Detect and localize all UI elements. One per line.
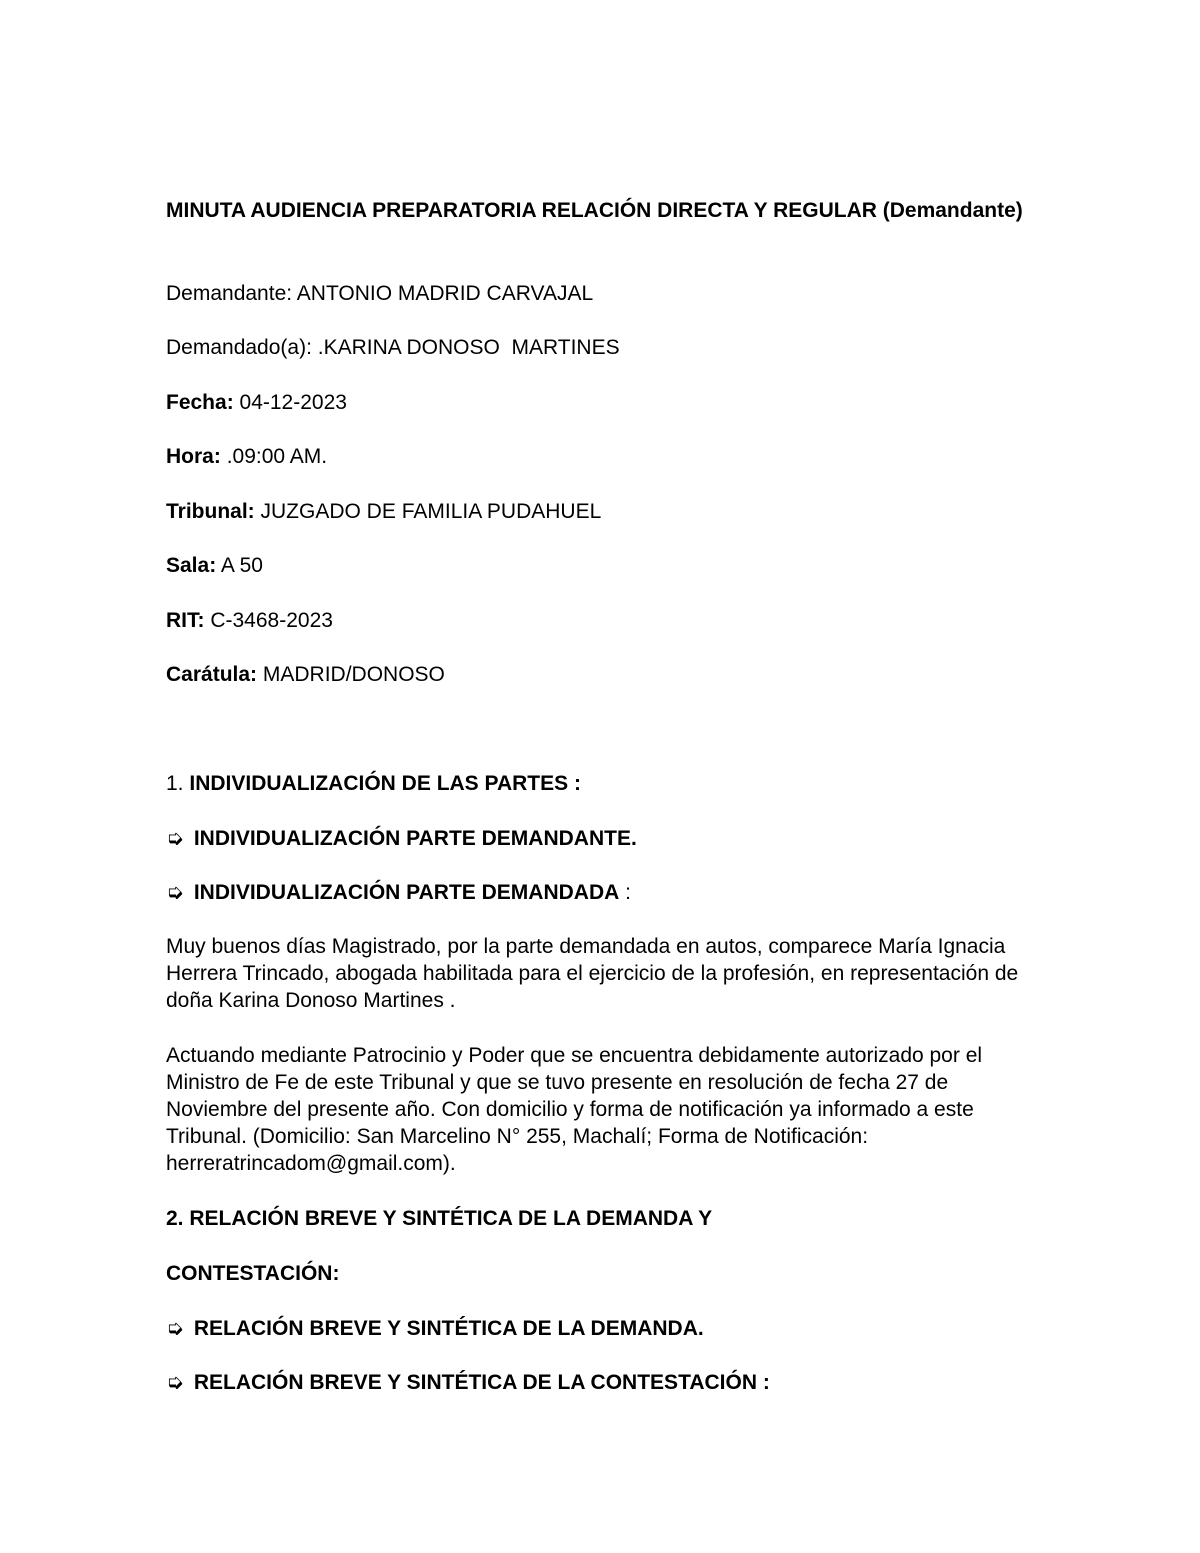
bullet-text: INDIVIDUALIZACIÓN PARTE DEMANDANTE. — [193, 827, 637, 850]
field-label: RIT: — [166, 609, 205, 632]
arrow-bullet-icon: ➭ — [166, 881, 184, 904]
field-value: A 50 — [220, 554, 263, 577]
field-label: Sala: — [166, 554, 217, 577]
bullet-text: RELACIÓN BREVE Y SINTÉTICA DE LA CONTESTACIÓN : — [193, 1371, 770, 1394]
field-value: MADRID/DONOSO — [262, 663, 445, 686]
section-number: 1. — [166, 772, 190, 795]
section-2-heading-cont: CONTESTACIÓN: — [166, 1262, 340, 1285]
section-2-heading: 2. RELACIÓN BREVE Y SINTÉTICA DE LA DEMANDA Y — [166, 1207, 713, 1230]
bullet-demandada: ➭ INDIVIDUALIZACIÓN PARTE DEMANDADA : — [166, 881, 631, 904]
arrow-bullet-icon: ➭ — [166, 1317, 184, 1340]
field-demandado: Demandado(a): .KARINA DONOSO MARTINES — [166, 336, 620, 359]
field-demandante: Demandante: ANTONIO MADRID CARVAJAL — [166, 282, 594, 305]
field-rit — [166, 607, 333, 634]
field-value: .09:00 AM. — [226, 445, 328, 468]
field-value: C-3468-2023 — [210, 609, 333, 632]
document-title: MINUTA AUDIENCIA PREPARATORIA RELACIÓN DIRECTA Y REGULAR (Demandante) — [166, 199, 1023, 222]
field-caratula — [166, 661, 445, 688]
field-label: Fecha: — [166, 391, 234, 414]
arrow-bullet-icon: ➭ — [166, 1371, 184, 1394]
field-label: Demandado(a) — [166, 336, 307, 359]
field-label: Tribunal: — [166, 500, 255, 523]
field-sala — [166, 552, 263, 579]
section-heading-text: INDIVIDUALIZACIÓN DE LAS PARTES : — [189, 772, 581, 795]
bullet-demanda — [166, 1315, 704, 1342]
field-value: ANTONIO MADRID CARVAJAL — [296, 282, 594, 305]
field-label: Hora: — [166, 445, 221, 468]
bullet-text: INDIVIDUALIZACIÓN PARTE DEMANDADA — [193, 881, 620, 904]
field-value: .KARINA DONOSO MARTINES — [317, 336, 620, 359]
field-tribunal — [166, 498, 601, 525]
field-hora — [166, 443, 327, 470]
paragraph-patrocinio: Actuando mediante Patrocinio y Poder que se encuentra debidamente autorizado por el Ministro de Fe de este Tribunal y que se tuvo presente en resolución de fecha 27 de Noviembre del presente año. Con domicilio y forma de notificación ya informado a este Tribunal. (Domicilio: San Marcelino N° 255, Machalí; Forma de Notificación: herreratrincadom@gmail.com). — [166, 1044, 983, 1175]
paragraph-comparecencia: Muy buenos días Magistrado, por la parte demandada en autos, comparece María Ignacia Herrera Trincado, abogada habilitada para el ejercicio de la profesión, en representación de doña Karina Donoso Martines . — [166, 935, 1019, 1012]
section-1-heading — [166, 770, 581, 797]
bullet-text: RELACIÓN BREVE Y SINTÉTICA DE LA DEMANDA. — [193, 1317, 704, 1340]
bullet-demandante — [166, 825, 637, 852]
field-fecha — [166, 389, 347, 416]
field-value: JUZGADO DE FAMILIA PUDAHUEL — [260, 500, 602, 523]
bullet-contestacion — [166, 1369, 770, 1396]
field-label: Demandante — [166, 282, 287, 305]
arrow-bullet-icon: ➭ — [166, 827, 184, 850]
field-value: 04-12-2023 — [239, 391, 347, 414]
field-label: Carátula: — [166, 663, 258, 686]
